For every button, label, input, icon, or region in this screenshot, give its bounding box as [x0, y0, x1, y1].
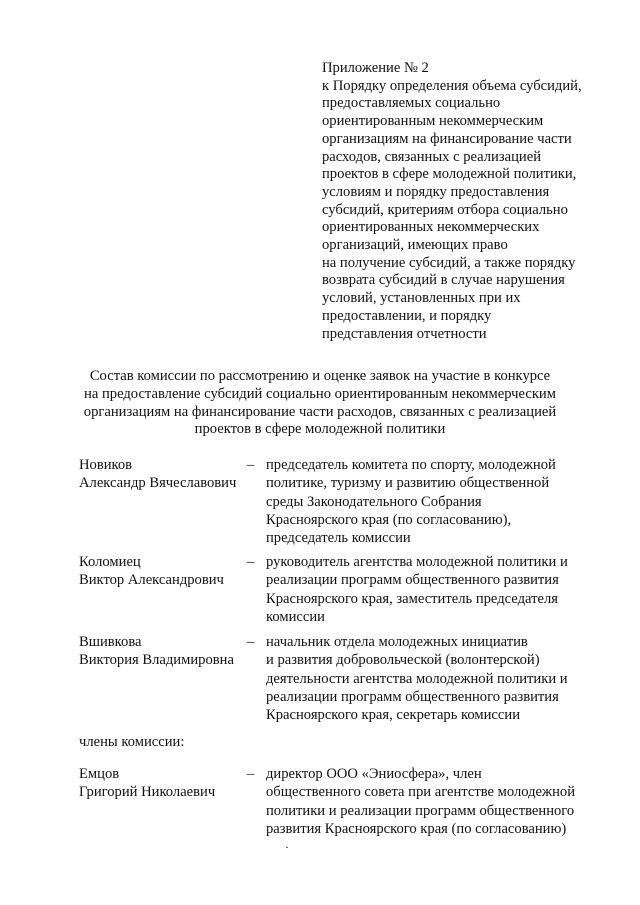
members-section-label: члены комиссии:: [79, 734, 185, 750]
member-surname: Вшивкова: [79, 634, 142, 650]
member-role: [266, 456, 556, 547]
member-name: [79, 633, 234, 669]
appendix-line: условий, установленных при их: [322, 290, 521, 307]
dash-separator: –: [247, 554, 255, 570]
appendix-line: ориентированным некоммерческим: [322, 113, 544, 130]
role-line: политики и реализации программ общественного: [266, 802, 575, 819]
title-line: на предоставление субсидий социально ориентированным некоммерческим: [84, 385, 556, 402]
role-line: председатель комиссии: [266, 530, 411, 547]
role-line: деятельности агентства молодежной политики и: [266, 670, 568, 687]
dash-separator: –: [247, 457, 255, 473]
appendix-line: расходов, связанных с реализацией: [322, 148, 542, 165]
title-line: Состав комиссии по рассмотрению и оценке заявок на участие в конкурсе: [89, 368, 551, 384]
member-given-name: Григорий Николаевич: [79, 784, 216, 800]
role-line: реализации программ общественного развития: [266, 572, 559, 589]
appendix-line: предоставляемых социально: [322, 95, 501, 112]
title-line: проектов в сфере молодежной политики: [194, 421, 446, 438]
appendix-line: возврата субсидий в случае нарушения: [322, 272, 565, 289]
role-line: и развития добровольческой (волонтерской): [266, 652, 540, 669]
role-line: директор ООО «Эниосфера», член: [266, 766, 482, 782]
member-role: [266, 633, 568, 724]
member-name: [79, 456, 236, 492]
member-name: [79, 553, 224, 589]
member-name: [79, 765, 215, 801]
member-role: [266, 553, 568, 626]
dash-separator: –: [247, 634, 255, 650]
appendix-line: организаций, имеющих право: [322, 237, 508, 254]
member-surname: Емцов: [79, 766, 120, 782]
role-line: среды Законодательного Собрания: [266, 493, 482, 510]
member-given-name: Виктория Владимировна: [79, 652, 234, 668]
appendix-line: представления отчетности: [322, 325, 487, 342]
role-line: реализации программ общественного развития: [266, 688, 559, 705]
member-surname: Коломиец: [79, 554, 141, 570]
member-given-name: Александр Вячеславович: [79, 475, 237, 491]
appendix-line: проектов в сфере молодежной политики,: [322, 166, 577, 183]
title-line: организациям на финансирование части расходов, связанных с реализацией: [83, 403, 557, 420]
role-line: Красноярского края (по согласованию),: [266, 511, 512, 528]
appendix-line: организациям на финансирование части: [322, 130, 572, 147]
appendix-line: к Порядку определения объема субсидий,: [322, 77, 582, 94]
appendix-line: условиям и порядку предоставления: [322, 183, 550, 200]
role-line: общественного совета при агентстве молодежной: [266, 784, 576, 801]
role-line: руководитель агентства молодежной политики и: [266, 554, 568, 570]
dash-separator: –: [247, 766, 255, 782]
role-line: комиссии: [266, 608, 325, 625]
role-line: Красноярского края, секретарь комиссии: [266, 707, 521, 724]
appendix-line: на получение субсидий, а также порядку: [322, 254, 576, 271]
appendix-line: предоставлении, и порядку: [322, 307, 492, 324]
member-role: [266, 765, 575, 838]
member-given-name: Виктор Александрович: [79, 572, 224, 588]
member-surname: Новиков: [79, 457, 133, 473]
appendix-line: Приложение № 2: [322, 60, 429, 76]
role-line: начальник отдела молодежных инициатив: [266, 634, 528, 650]
appendix-line: субсидий, критериям отбора социально: [322, 201, 568, 218]
document-title: [0, 368, 640, 439]
role-line: развития Красноярского края (по согласованию): [266, 820, 567, 837]
scan-speck: [286, 847, 288, 848]
appendix-header: [322, 60, 622, 343]
appendix-line: ориентированных некоммерческих: [322, 219, 540, 236]
role-line: политике, туризму и развитию общественной: [266, 475, 550, 492]
role-line: председатель комитета по спорту, молодежной: [266, 457, 556, 473]
role-line: Красноярского края, заместитель председателя: [266, 590, 558, 607]
